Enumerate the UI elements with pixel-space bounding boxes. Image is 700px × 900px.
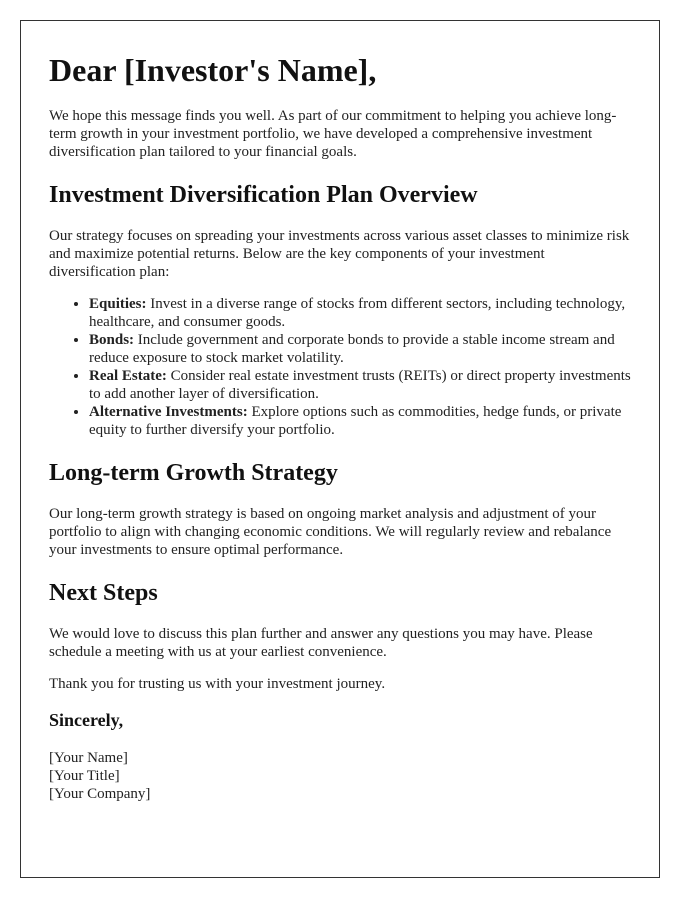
growth-strategy-paragraph: Our long-term growth strategy is based on ongoing market analysis and adjustment of your portfolio to align with changing economic conditions. We will regularly review and rebalance your investments to ensure optimal performance. (49, 506, 612, 558)
section-heading-next-steps: Next Steps (49, 580, 158, 606)
list-item-term: Alternative Investments: (89, 404, 248, 420)
thanks-paragraph: Thank you for trusting us with your investment journey. (49, 676, 386, 692)
list-item-real-estate (89, 367, 631, 403)
list-item-text: Invest in a diverse range of stocks from different sectors, including technology, healthcare, and consumer goods. (89, 296, 626, 330)
signature-name: [Your Name] (49, 750, 128, 766)
letter-page (20, 20, 660, 878)
section-heading-diversification-overview: Investment Diversification Plan Overview (49, 182, 478, 208)
closing-text: Sincerely, (49, 710, 124, 730)
list-item-term: Real Estate: (89, 368, 167, 384)
list-item-text: Include government and corporate bonds to provide a stable income stream and reduce exposure to stock market volatility. (89, 332, 615, 366)
list-item-term: Bonds: (89, 332, 135, 348)
signature-company: [Your Company] (49, 786, 151, 802)
list-item-term: Equities: (89, 296, 147, 312)
diversification-overview-paragraph: Our strategy focuses on spreading your investments across various asset classes to minimize risk and maximize potential returns. Below are the key components of your investment diversification plan: (49, 228, 630, 280)
list-item-equities (89, 295, 631, 331)
list-item-bonds (89, 331, 631, 367)
signature-title: [Your Title] (49, 768, 120, 784)
next-steps-paragraph: We would love to discuss this plan further and answer any questions you may have. Please schedule a meeting with us at your earliest convenience. (49, 626, 593, 660)
list-item-alternative-investments (89, 403, 631, 439)
intro-paragraph: We hope this message finds you well. As part of our commitment to helping you achieve long-term growth in your investment portfolio, we have developed a comprehensive investment diversification plan tailored to your financial goals. (49, 108, 617, 160)
signature-block (49, 749, 631, 803)
diversification-components-list (49, 295, 631, 439)
salutation-heading: Dear [Investor's Name], (49, 52, 377, 88)
list-item-text: Consider real estate investment trusts (REITs) or direct property investments to add another layer of diversification. (89, 368, 631, 402)
list-item-text: Explore options such as commodities, hedge funds, or private equity to further diversify your portfolio. (89, 404, 622, 438)
section-heading-growth-strategy: Long-term Growth Strategy (49, 460, 338, 486)
